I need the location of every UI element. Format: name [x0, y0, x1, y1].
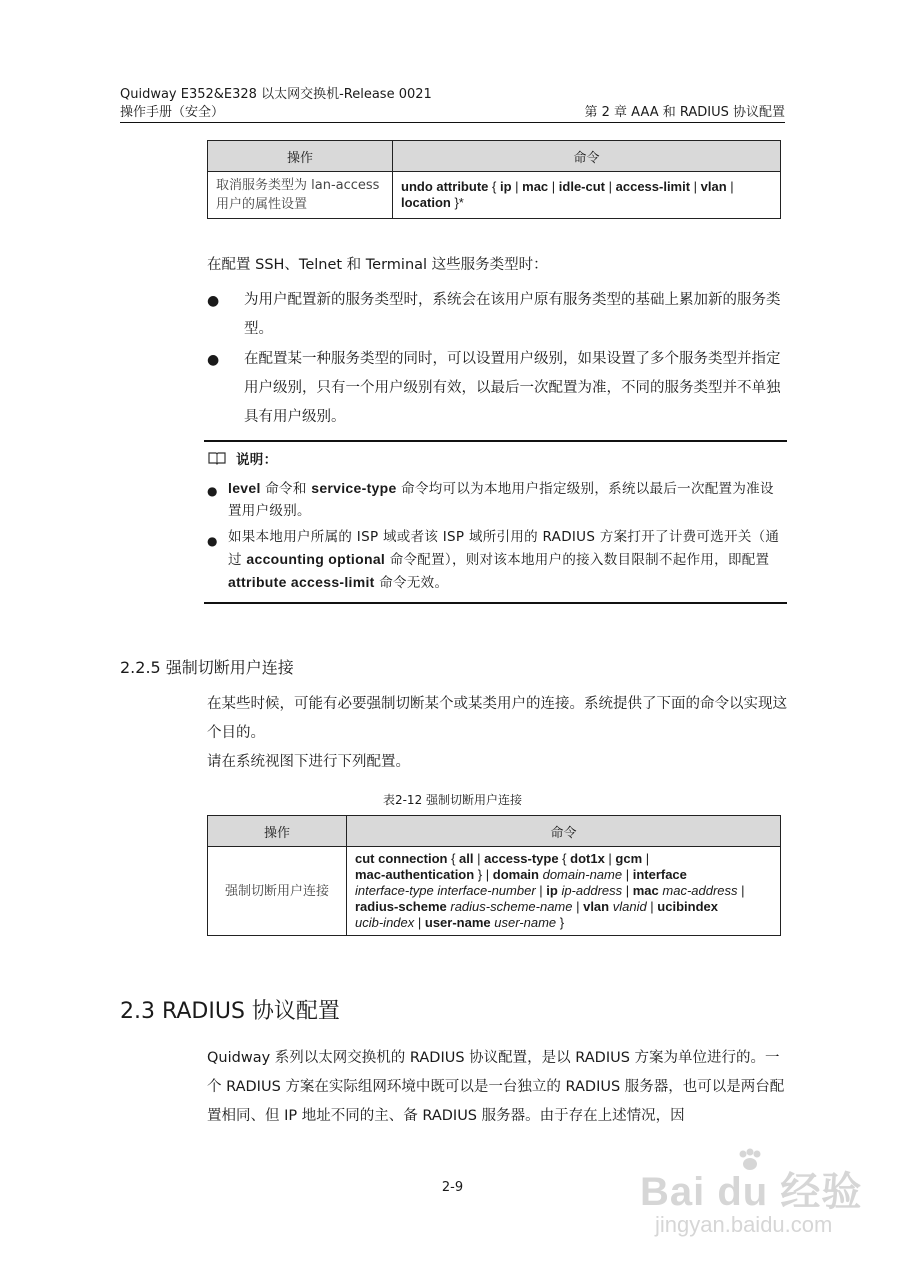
table-undo-attribute [207, 140, 781, 219]
note-item-2: 如果本地用户所属的 ISP 域或者该 ISP 域所引用的 RADIUS 方案打开了计费可选开关（通过 accounting optional 命令配置），则对该本地用户的接入数目限制不起作用，即配置 attribute access-limit 命令无效。 [228, 529, 780, 591]
bullet-item-1: 为用户配置新的服务类型时，系统会在该用户原有服务类型的基础上累加新的服务类型。 [244, 292, 781, 337]
note-bottom-rule [204, 602, 787, 604]
table-header-row [208, 141, 781, 172]
section-paragraph: 请在系统视图下进行下列配置。 [207, 754, 410, 770]
column-header-op: 操作 [208, 816, 347, 847]
table-row [208, 172, 781, 219]
bullet-dot: ● [207, 484, 218, 498]
baidu-watermark-logo: Bai du 经验 [640, 1170, 863, 1214]
column-header-cmd: 命令 [393, 141, 781, 172]
bullet-dot: ● [207, 352, 220, 368]
section-paragraph: 在某些时候，可能有必要强制切断某个或某类用户的连接。系统提供了下面的命令以实现这个目的。 [207, 696, 787, 741]
header-rule [120, 122, 785, 123]
section-heading-2-3: 2.3 RADIUS 协议配置 [120, 999, 340, 1024]
section-paragraph: Quidway 系列以太网交换机的 RADIUS 协议配置，是以 RADIUS 方案为单位进行的。一个 RADIUS 方案在实际组网环境中既可以是一台独立的 RADIUS 服务器，也可以是两台配置相同、但 IP 地址不同的主、备 RADIUS 服务器。由于存在上述情况，因 [207, 1050, 785, 1124]
table-header-row [208, 816, 781, 847]
note-item-1: level 命令和 service-type 命令均可以为本地用户指定级别，系统以最后一次配置为准设置用户级别。 [228, 480, 774, 519]
table-cell-cmd: cut connection { all | access-type { dot1x | gcm | mac-authentication } | domain domain-name | interface interface-type interface-number | ip ip-address | mac mac-address | radius-scheme radius-scheme-name | vlan vlanid | ucibindex ucib-index | user-name user-name } [347, 847, 781, 936]
bullet-item-2: 在配置某一种服务类型的同时，可以设置用户级别，如果设置了多个服务类型并指定用户级别，只有一个用户级别有效，以最后一次配置为准，不同的服务类型并不单独具有用户级别。 [244, 351, 781, 425]
header-subtitle: 操作手册（安全） [120, 105, 225, 120]
header-chapter: 第 2 章 AAA 和 RADIUS 协议配置 [584, 105, 785, 120]
table-cell-op: 取消服务类型为 lan-access 用户的属性设置 [208, 172, 393, 219]
bullet-dot: ● [207, 293, 220, 309]
watermark-url: jingyan.baidu.com [655, 1212, 833, 1237]
section-heading-2-2-5: 2.2.5 强制切断用户连接 [120, 658, 294, 677]
header-title: Quidway E352&E328 以太网交换机-Release 0021 [120, 87, 432, 102]
note-top-rule [204, 440, 787, 442]
bullet-dot: ● [207, 534, 218, 548]
book-icon [207, 450, 227, 466]
table-cut-connection [207, 815, 781, 936]
column-header-op: 操作 [208, 141, 393, 172]
table-caption: 表2-12 强制切断用户连接 [382, 793, 523, 807]
intro-paragraph: 在配置 SSH、Telnet 和 Terminal 这些服务类型时： [207, 257, 548, 273]
table-row [208, 847, 781, 936]
page-number: 2-9 [441, 1180, 464, 1195]
column-header-cmd: 命令 [347, 816, 781, 847]
paw-icon [735, 1148, 765, 1172]
note-title: 说明： [236, 452, 278, 468]
table-cell-cmd: undo attribute { ip | mac | idle-cut | access-limit | vlan | location }* [393, 172, 781, 219]
table-cell-op: 强制切断用户连接 [208, 847, 347, 936]
